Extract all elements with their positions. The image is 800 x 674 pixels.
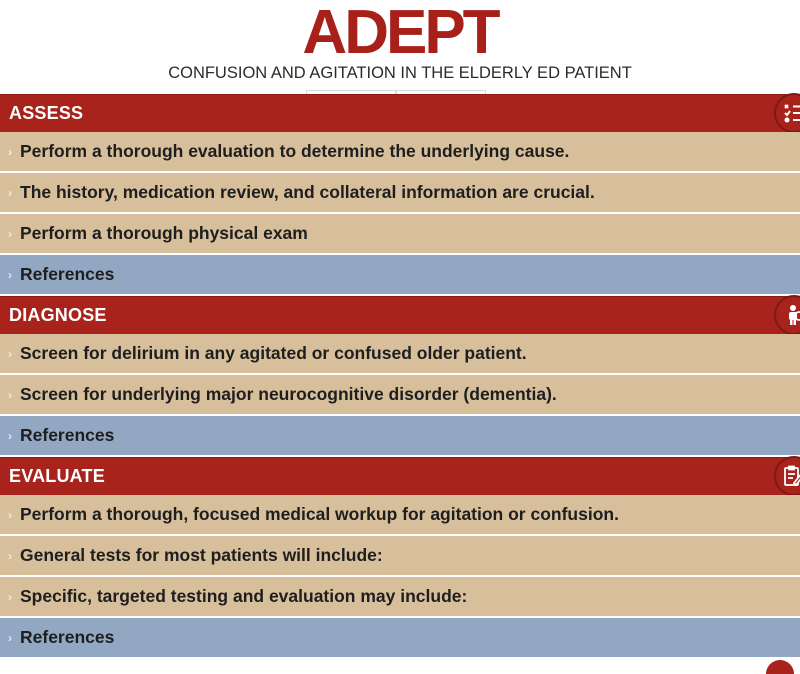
list-item[interactable] (0, 334, 800, 375)
list-item[interactable] (0, 495, 800, 536)
chevron-right-icon: › (8, 548, 12, 563)
list-item[interactable] (0, 375, 800, 416)
page-subtitle: CONFUSION AND AGITATION IN THE ELDERLY ED PATIENT (168, 64, 632, 82)
chevron-right-icon: › (8, 507, 12, 522)
list-item[interactable] (0, 536, 800, 577)
chevron-right-icon: › (8, 630, 12, 645)
clipboard-edit-icon (774, 456, 800, 496)
list-item[interactable] (0, 173, 800, 214)
references-item[interactable] (0, 255, 800, 296)
section-title: ASSESS (9, 103, 84, 123)
section-header-diagnose[interactable] (0, 296, 800, 334)
next-section-icon-partial (766, 660, 794, 674)
list-item[interactable] (0, 214, 800, 255)
list-item-label: Specific, targeted testing and evaluation may include: (20, 586, 468, 606)
chevron-right-icon: › (8, 185, 12, 200)
list-item-label: General tests for most patients will include: (20, 545, 383, 565)
list-item-label: Screen for delirium in any agitated or confused older patient. (20, 343, 527, 363)
person-search-icon (774, 295, 800, 335)
list-item-label: Perform a thorough evaluation to determine the underlying cause. (20, 141, 570, 161)
references-label: References (20, 627, 115, 647)
section-title: EVALUATE (9, 466, 105, 486)
list-item-label: The history, medication review, and collateral information are crucial. (20, 182, 595, 202)
section-title: DIAGNOSE (9, 305, 107, 325)
chevron-right-icon: › (8, 589, 12, 604)
list-item-label: Perform a thorough physical exam (20, 223, 308, 243)
list-item-label: Perform a thorough, focused medical workup for agitation or confusion. (20, 504, 619, 524)
list-item-label: Screen for underlying major neurocognitive disorder (dementia). (20, 384, 557, 404)
section-header-assess[interactable] (0, 94, 800, 132)
chevron-right-icon: › (8, 267, 12, 282)
references-label: References (20, 264, 115, 284)
section-header-evaluate[interactable] (0, 457, 800, 495)
page-header (0, 0, 800, 94)
section-assess (0, 94, 800, 296)
checklist-icon (774, 93, 800, 133)
chevron-right-icon: › (8, 144, 12, 159)
references-item[interactable] (0, 416, 800, 457)
list-item[interactable] (0, 577, 800, 618)
chevron-right-icon: › (8, 387, 12, 402)
section-evaluate (0, 457, 800, 659)
chevron-right-icon: › (8, 428, 12, 443)
references-label: References (20, 425, 115, 445)
references-item[interactable] (0, 618, 800, 659)
chevron-right-icon: › (8, 226, 12, 241)
section-diagnose (0, 296, 800, 457)
adept-logo: ADEPT (302, 0, 498, 67)
list-item[interactable] (0, 132, 800, 173)
chevron-right-icon: › (8, 346, 12, 361)
